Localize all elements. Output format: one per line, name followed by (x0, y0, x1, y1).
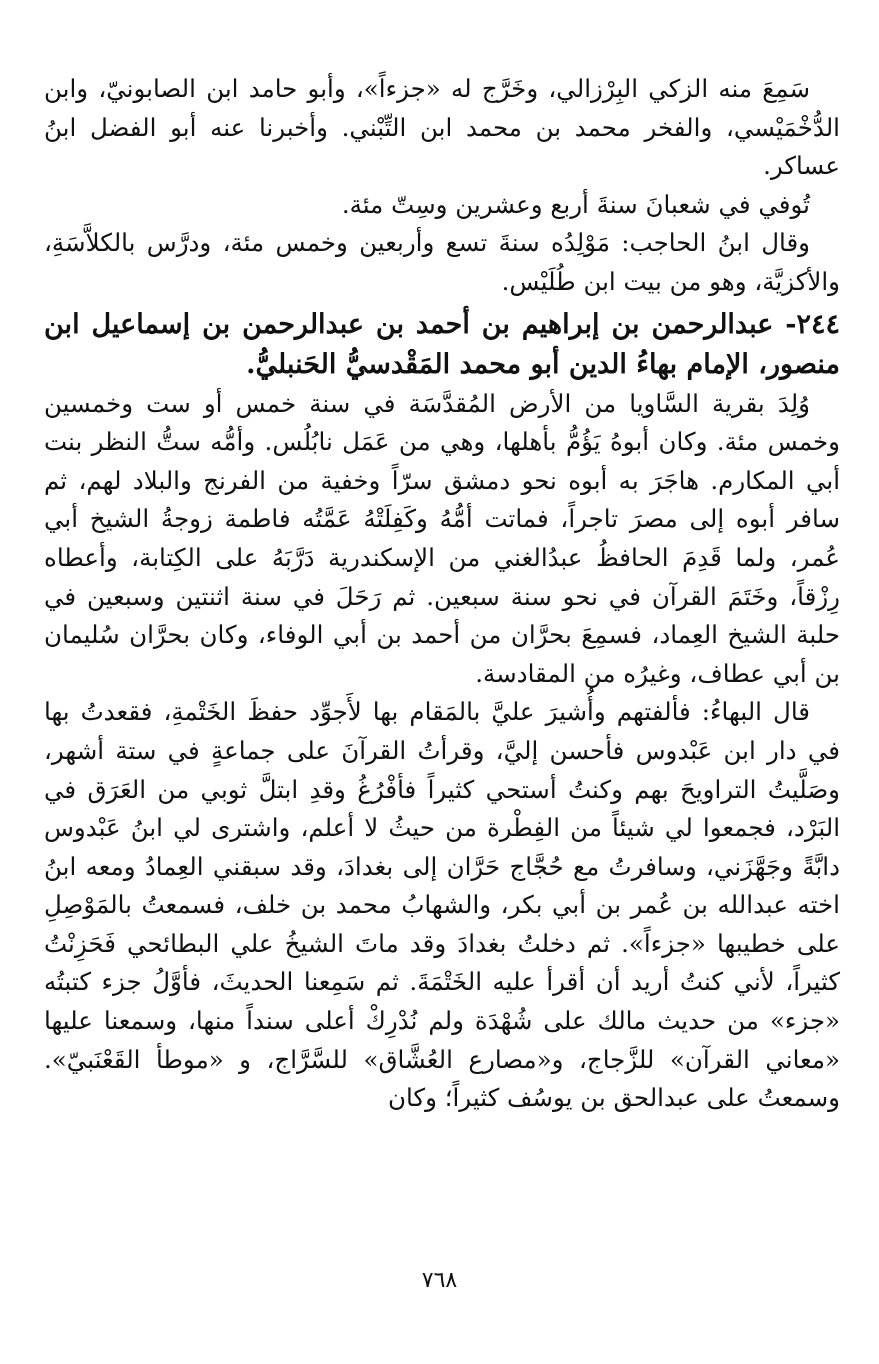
paragraph-samia: سَمِعَ منه الزكي البِرْزالي، وخَرَّج له «جزءاً»، وأبو حامد ابن الصابونيّ، وابن الدُّخْمَيْسي، والفخر محمد بن محمد ابن التِّبْني. وأخبرنا عنه أبو الفضل ابنُ عساكر. (44, 74, 840, 181)
page-number: ٧٦٨ (421, 1268, 458, 1293)
paragraph-qala-albahaa: قال البهاءُ: فألفتهم وأُشيرَ عليَّ بالمَقام بها لأَجوِّد حفظَ الخَتْمةِ، فقعدتُ بها في دار ابن عَبْدوس فأحسن إليَّ، وقرأتُ القرآنَ على جماعةٍ في ستة أشهر، وصَلَّيتُ التراويحَ بهم وكنتُ أستحي كثيراً فأفْرُغُ وقدِ ابتلَّ ثوبي من العَرَق في البَرْد، فجمعوا لي شيئاً من الفِطْرة من حيثُ لا أعلم، واشترى لي ابنُ عَبْدوس دابَّةً وجَهَّزَني، وسافرتُ مع حُجَّاج حَرَّان إلى بغدادَ، وقد سبقني العِمادُ ومعه ابنُ اخته عبدالله بن عُمر بن أبي بكر، والشهابُ محمد بن خلف، فسمعتُ بالمَوْصِلِ على خطيبها «جزءاً». ثم دخلتُ بغدادَ وقد ماتَ الشيخُ علي البطائحي فَحَزِنْتُ كثيراً، لأني كنتُ أريد أن أقرأ عليه الخَتْمَةَ. ثم سَمِعنا الحديثَ، فأوَّلُ جزء كتبتُه «جزء» من حديث مالك على شُهْدَة ولم نُدْرِكْ أعلى سنداً منها، وسمعنا عليها «معاني القرآن» للزَّجاج، و«مصارع العُشَّاق» للسَّرَّاج، و «موطأ القَعْنَبيّ». وسمعتُ على عبدالحق بن يوسُف كثيراً؛ وكان (44, 697, 840, 1113)
page-body (44, 70, 840, 1118)
entry-heading: ٢٤٤- عبدالرحمن بن إبراهيم بن أحمد بن عبدالرحمن بن إسماعيل ابن منصور، الإمام بهاءُ الدين أبو محمد المَقْدسيُّ الحَنبليُّ. (44, 308, 840, 380)
paragraph-death-date: تُوفي في شعبانَ سنةَ أربع وعشرين وسِتّ مئة. (341, 189, 810, 219)
paragraph-ibn-hajib: وقال ابنُ الحاجب: مَوْلِدُه سنةَ تسع وأربعين وخمس مئة، ودرَّس بالكلاَّسَةِ، والأكزيَّة، وهو من بيت ابن طُلَيْس. (44, 228, 840, 296)
paragraph-birth: وُلِدَ بقرية السَّاويا من الأرض المُقدَّسَة في سنة خمس أو ست وخمسين وخمس مئة. وكان أبوهُ يَؤُمُّ بأهلها، وهي من عَمَل نابُلُس. وأمُّه ستُّ النظر بنت أبي المكارم. هاجَرَ به أبوه نحو دمشق سرّاً وخفية من الفرنج والبلاد لهم، ثم سافر أبوه إلى مصرَ تاجراً، فماتت أمُّهُ وكَفِلَتْهُ عَمَّتُه فاطمة زوجةُ الشيخ أبي عُمر، ولما قَدِمَ الحافظُ عبدُالغني من الإسكندرية دَرَّبَهُ على الكِتابة، وأعطاه رِزْقاً، وخَتَمَ القرآن في نحو سنة سبعين. ثم رَحَلَ في سنة اثنتين وسبعين في حلبة الشيخ العِماد، فسمِعَ بحرَّان من أحمد بن أبي الوفاء، وكان بحرَّان سُليمان بن أبي عطاف، وغيرُه من المقادسة. (44, 388, 840, 688)
